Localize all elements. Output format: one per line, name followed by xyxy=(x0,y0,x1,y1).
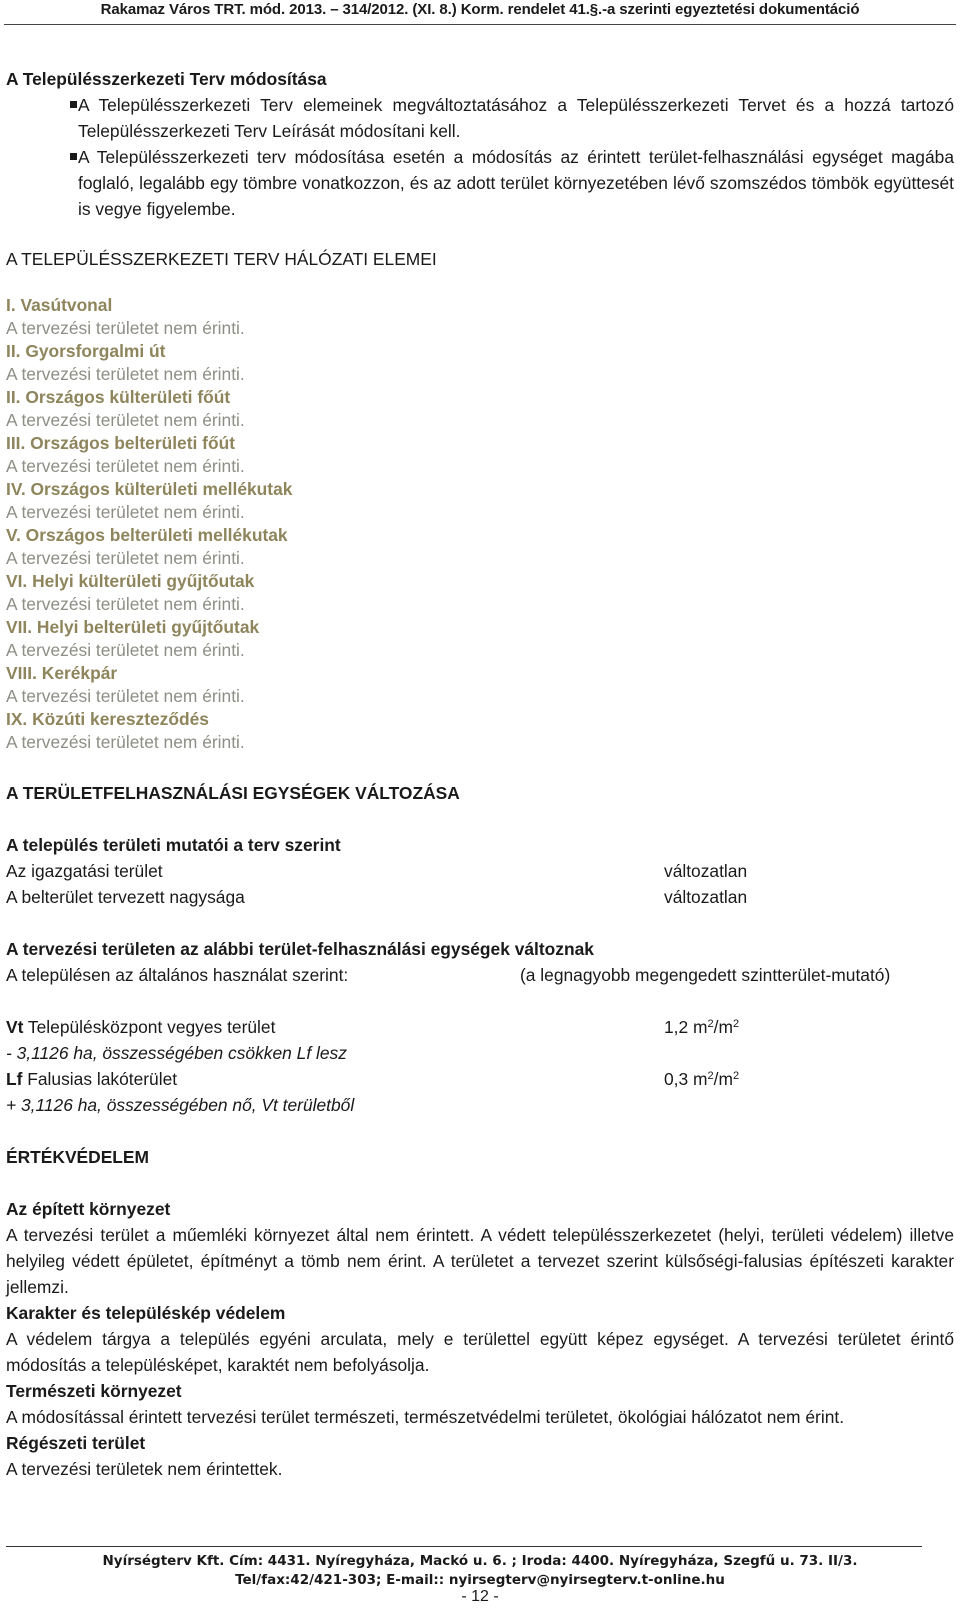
footer-rule xyxy=(6,1546,922,1547)
value-text: A tervezési terület a műemléki környezet által nem érintett. A védett településszerkezetet (helyi, területi védelem) illetve helyileg védett épületet, építményt a tömb nem érint. A területet a tervezet szerint külsőségi-falusias építészeti karakter jellemzi. xyxy=(6,1225,954,1297)
network-item-label: VIII. Kerékpár xyxy=(6,663,118,683)
network-item-note: A tervezési területet nem érinti. xyxy=(6,548,245,568)
document-body xyxy=(6,66,954,1482)
network-item-label: III. Országos belterületi főút xyxy=(6,433,236,453)
footer-address: Nyírségterv Kft. Cím: 4431. Nyíregyháza, Mackó u. 6. ; Iroda: 4400. Nyíregyháza, Szegfű u. 73. II/3. xyxy=(102,1553,858,1569)
bullet-item xyxy=(6,144,954,222)
changes-header-row xyxy=(6,962,954,988)
value-text: A tervezési területek nem érintettek. xyxy=(6,1459,283,1479)
landuse-unit-row xyxy=(6,1014,954,1040)
indicator-row xyxy=(6,884,954,910)
changes-left-label: A településen az általános használat szerint: xyxy=(6,965,349,985)
unit-value: 1,2 $m^2/m^2$ xyxy=(664,1017,740,1037)
page-header: Rakamaz Város TRT. mód. 2013. – 314/2012. (XI. 8.) Korm. rendelet 41.§.-a szerinti egyeztetési dokumentáció xyxy=(100,1,860,18)
network-item-label: IV. Országos külterületi mellékutak xyxy=(6,479,293,499)
section-title-landuse: A TERÜLETFELHASZNÁLÁSI EGYSÉGEK VÁLTOZÁSA xyxy=(6,783,460,803)
footer-contact: Tel/fax:42/421-303; E-mail:: nyirsegterv@nyirsegterv.t-online.hu xyxy=(235,1572,725,1588)
network-item-label: II. Országos külterületi főút xyxy=(6,387,231,407)
indicators-title: A település területi mutatói a terv szerint xyxy=(6,835,341,855)
value-heading: Karakter és településkép védelem xyxy=(6,1303,286,1323)
network-item-label: VII. Helyi belterületi gyűjtőutak xyxy=(6,617,260,637)
unit-name: Falusias lakóterület xyxy=(27,1069,178,1089)
network-item-note: A tervezési területet nem érinti. xyxy=(6,640,245,660)
value-heading: Az épített környezet xyxy=(6,1199,171,1219)
section-title-tsz-modification: A Településszerkezeti Terv módosítása xyxy=(6,69,327,89)
header-rule xyxy=(4,24,956,25)
unit-code: Lf xyxy=(6,1069,23,1089)
network-item-note: A tervezési területet nem érinti. xyxy=(6,594,245,614)
bullet-item xyxy=(6,92,954,144)
network-item-label: VI. Helyi külterületi gyűjtőutak xyxy=(6,571,255,591)
network-item-label: IX. Közúti kereszteződés xyxy=(6,709,209,729)
network-item-note: A tervezési területet nem érinti. xyxy=(6,732,245,752)
landuse-unit-row xyxy=(6,1066,954,1092)
network-item-label: II. Gyorsforgalmi út xyxy=(6,341,166,361)
indicator-label: A belterület tervezett nagysága xyxy=(6,887,245,907)
network-item-note: A tervezési területet nem érinti. xyxy=(6,318,245,338)
indicator-value: változatlan xyxy=(664,887,748,907)
network-item-note: A tervezési területet nem érinti. xyxy=(6,456,245,476)
square-bullet-icon xyxy=(70,153,77,160)
bullet-text: A Településszerkezeti terv módosítása esetén a módosítás az érintett terület-felhasználási egységet magába foglaló, legalább egy tömbre vonatkozzon, és az adott terület környezetében lévő szomszédos tömbök együttesét is vegye figyelembe. xyxy=(78,147,954,219)
unit-value: 0,3 $m^2/m^2$ xyxy=(664,1069,740,1089)
section-title-network: A TELEPÜLÉSSZERKEZETI TERV HÁLÓZATI ELEMEI xyxy=(6,249,437,269)
indicator-value: változatlan xyxy=(664,861,748,881)
unit-name: Településközpont vegyes terület xyxy=(27,1017,276,1037)
network-item-note: A tervezési területet nem érinti. xyxy=(6,502,245,522)
unit-note: - 3,1126 ha, összességében csökken Lf lesz xyxy=(6,1043,347,1063)
indicator-row xyxy=(6,858,954,884)
indicator-label: Az igazgatási terület xyxy=(6,861,163,881)
square-bullet-icon xyxy=(70,101,77,108)
network-item-note: A tervezési területet nem érinti. xyxy=(6,410,245,430)
network-item-note: A tervezési területet nem érinti. xyxy=(6,686,245,706)
network-item-label: I. Vasútvonal xyxy=(6,295,113,315)
value-text: A védelem tárgya a település egyéni arculata, mely e területtel együtt képez egységet. A tervezési területet érintő módosítás a településképet, karaktét nem befolyásolja. xyxy=(6,1329,954,1375)
section-title-values: ÉRTÉKVÉDELEM xyxy=(6,1147,150,1167)
changes-title: A tervezési területen az alábbi terület-felhasználási egységek változnak xyxy=(6,939,594,959)
unit-code: Vt xyxy=(6,1017,24,1037)
page-number: - 12 - xyxy=(461,1588,499,1605)
value-heading: Régészeti terület xyxy=(6,1433,146,1453)
value-text: A módosítással érintett tervezési terület természeti, természetvédelmi területet, ökológiai hálózatot nem érint. xyxy=(6,1407,845,1427)
changes-right-label: (a legnagyobb megengedett szintterület-mutató) xyxy=(520,965,891,985)
network-item-label: V. Országos belterületi mellékutak xyxy=(6,525,288,545)
bullet-text: A Településszerkezeti Terv elemeinek megváltoztatásához a Településszerkezeti Tervet és a hozzá tartozó Településszerkezeti Terv Leírását módosítani kell. xyxy=(78,95,954,141)
network-list xyxy=(6,294,954,754)
value-heading: Természeti környezet xyxy=(6,1381,182,1401)
network-item-note: A tervezési területet nem érinti. xyxy=(6,364,245,384)
unit-note: + 3,1126 ha, összességében nő, Vt területből xyxy=(6,1095,355,1115)
